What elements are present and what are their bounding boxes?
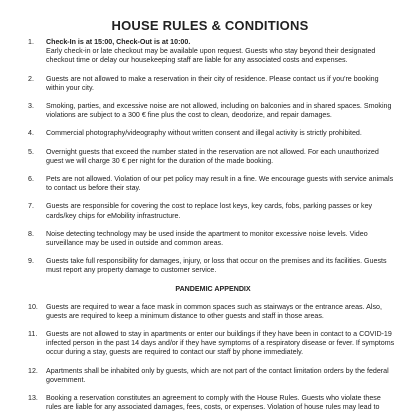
appendix-heading: PANDEMIC APPENDIX (175, 284, 251, 293)
rule-text: Commercial photography/videography without written consent and illegal activity is strictly prohibited. (46, 129, 362, 138)
rule-number: 10. (28, 302, 38, 311)
rule-number: 9. (28, 257, 34, 266)
rule-item (28, 257, 398, 275)
rule-number: 11. (28, 330, 38, 339)
rule-number: 2. (28, 74, 34, 83)
rule-text: Guests are not allowed to stay in apartments or enter our buildings if they have been in contact to a COVID-19 infected person in the past 14 days and/or if they have symptoms of a respiratory disease or fever. If symptoms occur during a stay, guests are required to contact our staff by phone immediately. (46, 330, 395, 357)
rule-number: 6. (28, 175, 34, 184)
rule-item (28, 202, 398, 220)
document-title: HOUSE RULES & CONDITIONS (111, 18, 309, 33)
rule-text: Booking a reservation constitutes an agreement to comply with the House Rules. Guests who violate these rules are liable for any associated damages, fees, costs, or expenses. Violation of house rules may lead to (46, 394, 381, 412)
rule-lead: Check-In is at 15:00, Check-Out is at 10:00. (46, 38, 191, 46)
rule-number: 4. (28, 129, 34, 138)
rule-text: Overnight guests that exceed the number stated in the reservation are not allowed. For each unauthorized guest we will charge 30 € per night for the duration of the made booking. (46, 147, 379, 165)
rule-item (28, 148, 398, 166)
rule-text: Guests are required to wear a face mask in common spaces such as stairways or the entrance areas. Also, guests are required to keep a minimum distance to other guests and staff in those areas. (46, 302, 382, 320)
rule-number: 7. (28, 202, 34, 211)
rule-number: 13. (28, 394, 38, 403)
rule-number: 3. (28, 102, 34, 111)
rule-text: Smoking, parties, and excessive noise are not allowed, including on balconies and in shared spaces. Smoking violations are subject to a 300 € fine plus the cost to clean, deodorize, and repair damages. (46, 102, 392, 120)
rule-number: 12. (28, 366, 38, 375)
rule-text: Apartments shall be inhabited only by guests, which are not part of the contact limitation orders by the federal government. (46, 366, 389, 384)
rule-text: Guests take full responsibility for damages, injury, or loss that occur on the premises and its facilities. Guests must report any property damage to customer service. (46, 257, 387, 275)
rule-text: Early check-in or late checkout may be available upon request. Guests who stay beyond their designated checkout time or delay our housekeeping staff are liable for any associated costs and expenses. (46, 47, 376, 65)
rule-item (28, 38, 398, 66)
rule-item (28, 129, 398, 138)
rule-item (28, 303, 398, 321)
rule-item (28, 75, 398, 93)
rule-item (28, 230, 398, 248)
rule-text: Noise detecting technology may be used inside the apartment to monitor excessive noise levels. Video surveillance may be used in outside and common areas. (46, 229, 368, 248)
rule-item (28, 102, 398, 120)
rule-number: 8. (28, 229, 34, 238)
rule-item (28, 330, 398, 358)
rule-number: 1. (28, 38, 34, 46)
rules-list (28, 38, 398, 420)
rule-item (28, 367, 398, 385)
rule-item (28, 175, 398, 193)
rule-number: 5. (28, 147, 34, 156)
rule-text: Guests are not allowed to make a reservation in their city of residence. Please contact us if you're booking within your city. (46, 74, 379, 92)
rule-text: Pets are not allowed. Violation of our pet policy may result in a fine. We encourage guests with service animals to contact us before their stay. (46, 175, 394, 193)
rule-item (28, 394, 398, 412)
rule-text: Guests are responsible for covering the cost to replace lost keys, key cards, fobs, parking passes or key cards/key chips for eMobility infrastructure. (46, 202, 373, 220)
